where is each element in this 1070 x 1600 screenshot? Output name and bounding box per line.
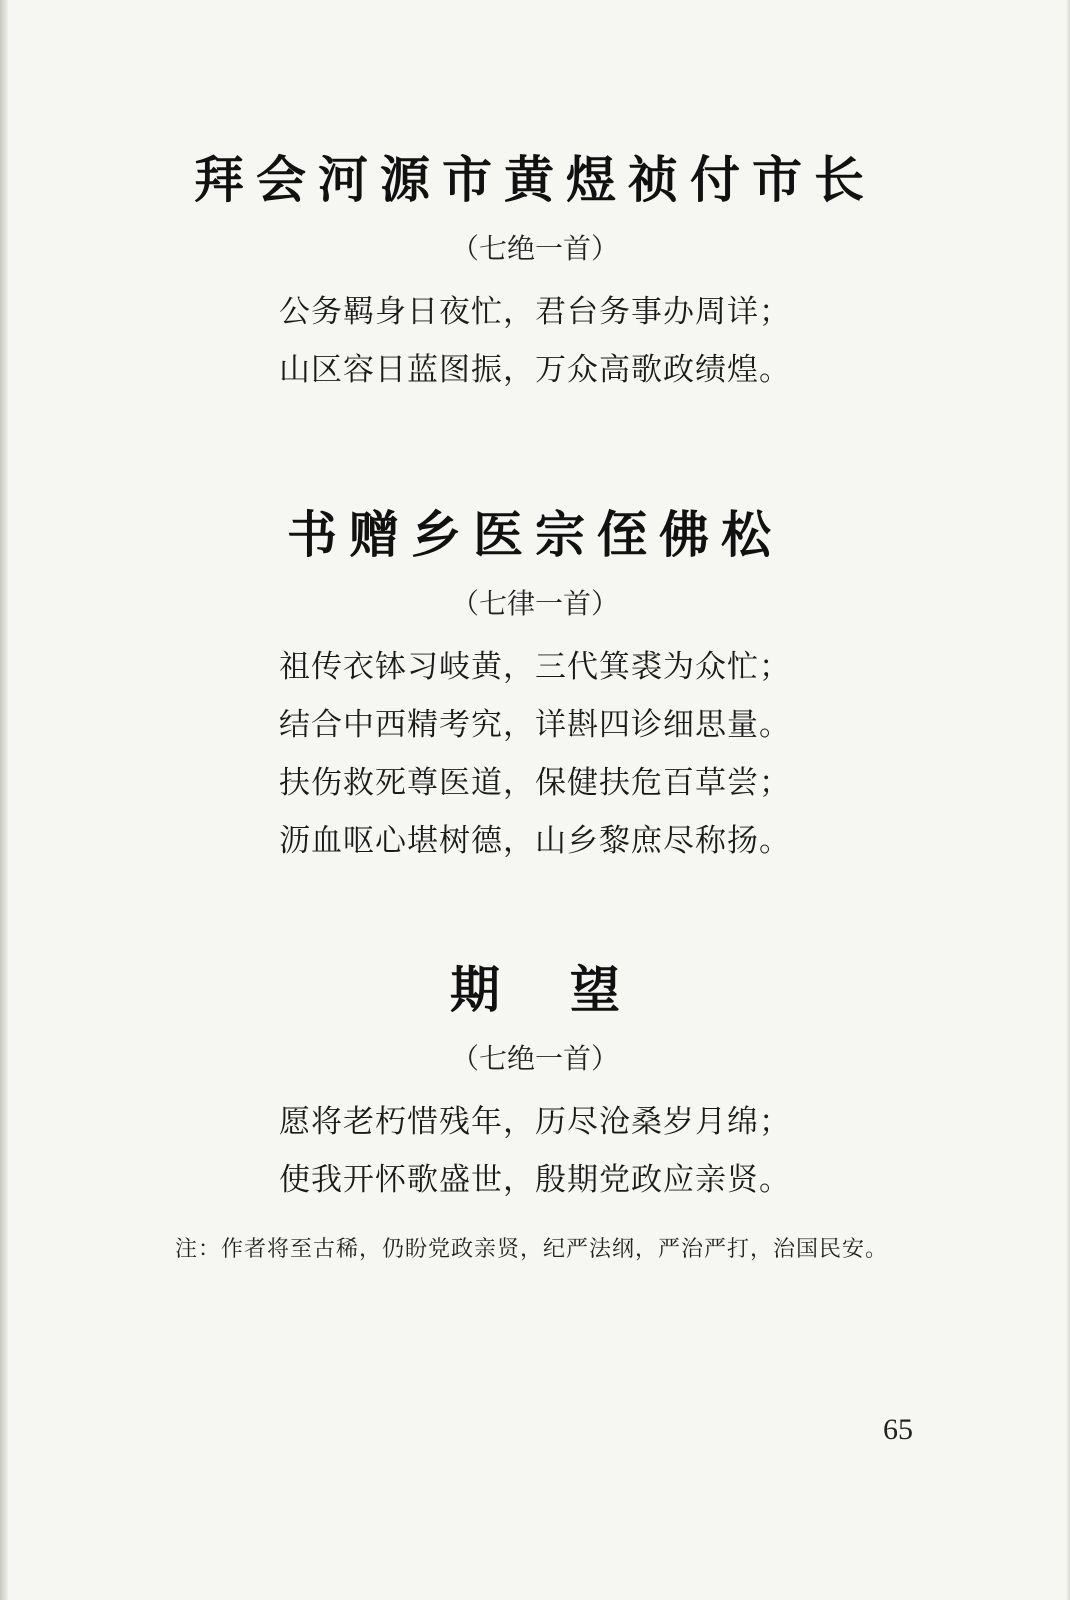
poem-title: 拜会河源市黄煜祯付市长 bbox=[194, 150, 876, 209]
poem-form: （七绝一首） bbox=[450, 1042, 619, 1075]
poem-line: 祖传衣钵习岐黄，三代箕裘为众忙； bbox=[279, 649, 791, 685]
poem-line: 结合中西精考究，详斟四诊细思量。 bbox=[279, 707, 791, 743]
poem-line: 愿将老朽惜残年，历尽沧桑岁月绵； bbox=[279, 1104, 791, 1140]
poem-line: 沥血呕心堪树德，山乡黎庶尽称扬。 bbox=[279, 823, 791, 859]
poem-lines bbox=[0, 638, 1070, 870]
poem-1 bbox=[0, 145, 1070, 399]
poem-title: 书赠乡医宗侄佛松 bbox=[287, 505, 783, 564]
footnote: 注：作者将至古稀，仍盼党政亲贤，纪严法纲，严治严打，治国民安。 bbox=[175, 1237, 889, 1262]
poem-title: 期望 bbox=[450, 960, 690, 1019]
poem-form: （七绝一首） bbox=[450, 232, 619, 265]
poem-line: 使我开怀歌盛世，殷期党政应亲贤。 bbox=[279, 1162, 791, 1198]
poem-lines bbox=[0, 283, 1070, 399]
page-number: 65 bbox=[883, 1413, 913, 1446]
poem-line: 公务羁身日夜忙，君台务事办周详； bbox=[279, 294, 791, 330]
poem-lines bbox=[0, 1093, 1070, 1209]
poem-line: 山区容日蓝图振，万众高歌政绩煌。 bbox=[279, 352, 791, 388]
poem-line: 扶伤救死尊医道，保健扶危百草尝； bbox=[279, 765, 791, 801]
poem-2 bbox=[0, 500, 1070, 870]
poem-form: （七律一首） bbox=[450, 587, 619, 620]
poem-3 bbox=[0, 955, 1070, 1209]
